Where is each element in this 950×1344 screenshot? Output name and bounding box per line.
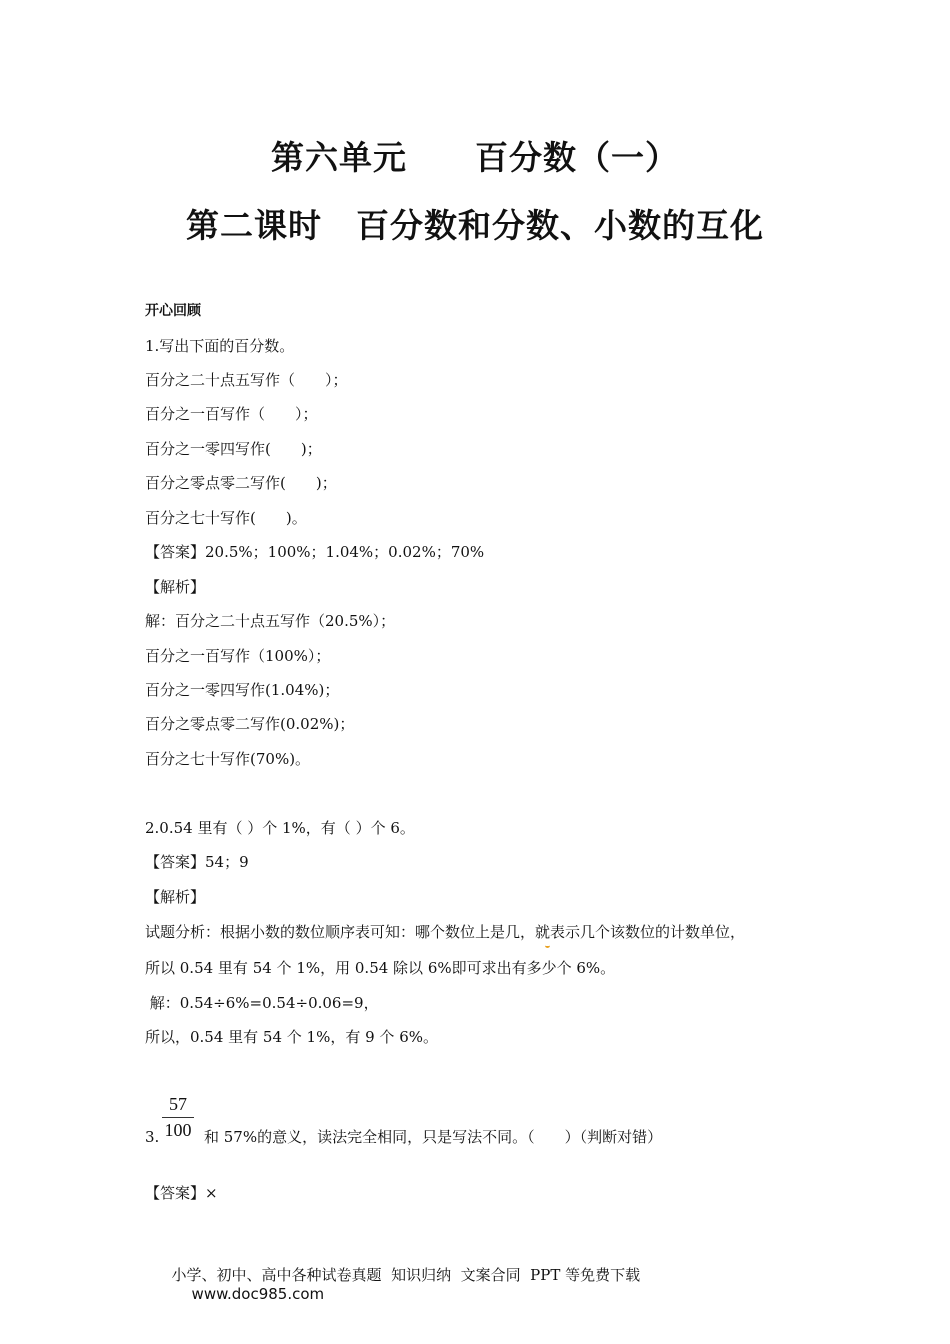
q1-analysis-line: 百分之零点零二写作(0.02%)；	[145, 715, 355, 733]
q1-item: 百分之七十写作( )。	[145, 509, 307, 527]
fraction-numerator: 57	[169, 1094, 187, 1114]
footer-text: 小学、初中、高中各种试卷真题 知识归纳 文案合同 PPT 等免费下载	[171, 1266, 641, 1284]
q2-question: 2.0.54 里有（ ）个 1%，有（ ）个 6。	[145, 819, 415, 837]
footer	[162, 1246, 640, 1303]
q3-answer: 【答案】×	[145, 1184, 218, 1202]
q1-item: 百分之零点零二写作( )；	[145, 474, 337, 492]
q2-analysis-label: 【解析】	[145, 888, 206, 906]
q2-analysis-line: 所以，0.54 里有 54 个 1%，有 9 个 6%。	[145, 1028, 438, 1046]
q2-analysis-line: 试题分析：根据小数的数位顺序表可知：哪个数位上是几，就表示几个该数位的计数单位，	[145, 923, 746, 941]
q2-analysis-line: 所以 0.54 里有 54 个 1%，用 0.54 除以 6%即可求出有多少个 6%。	[145, 959, 616, 977]
page-title-unit: 第六单元 百分数（一）	[271, 138, 679, 177]
q1-answer: 【答案】20.5%；100%；1.04%；0.02%；70%	[145, 543, 485, 561]
q1-analysis-line: 百分之七十写作(70%)。	[145, 750, 311, 768]
q1-item: 百分之一零四写作( )；	[145, 440, 322, 458]
fraction-bar	[162, 1117, 194, 1118]
q3-fraction	[162, 1094, 194, 1140]
q1-analysis-label: 【解析】	[145, 578, 206, 596]
annotation-mark	[545, 942, 550, 948]
footer-url-link[interactable]: www.doc985.com	[191, 1285, 325, 1303]
q2-answer: 【答案】54；9	[145, 853, 249, 871]
section-heading: 开心回顾	[145, 303, 201, 319]
q1-analysis-line: 解：百分之二十点五写作（20.5%）；	[145, 612, 396, 630]
fraction-denominator: 100	[164, 1120, 192, 1140]
q1-question: 1.写出下面的百分数。	[145, 337, 295, 355]
q1-analysis-line: 百分之一百写作（100%）；	[145, 647, 331, 665]
q3-number: 3.	[145, 1128, 160, 1146]
q1-analysis-line: 百分之一零四写作(1.04%)；	[145, 681, 340, 699]
q1-item: 百分之一百写作（ ）；	[145, 405, 318, 423]
page-title-lesson: 第二课时 百分数和分数、小数的互化	[186, 206, 764, 245]
q2-analysis-line: 解：0.54÷6%=0.54÷0.06=9，	[145, 994, 379, 1012]
q1-item: 百分之二十点五写作（ ）；	[145, 371, 348, 389]
q3-text: 和 57%的意义，读法完全相同，只是写法不同。（ ）（判断对错）	[204, 1128, 663, 1146]
